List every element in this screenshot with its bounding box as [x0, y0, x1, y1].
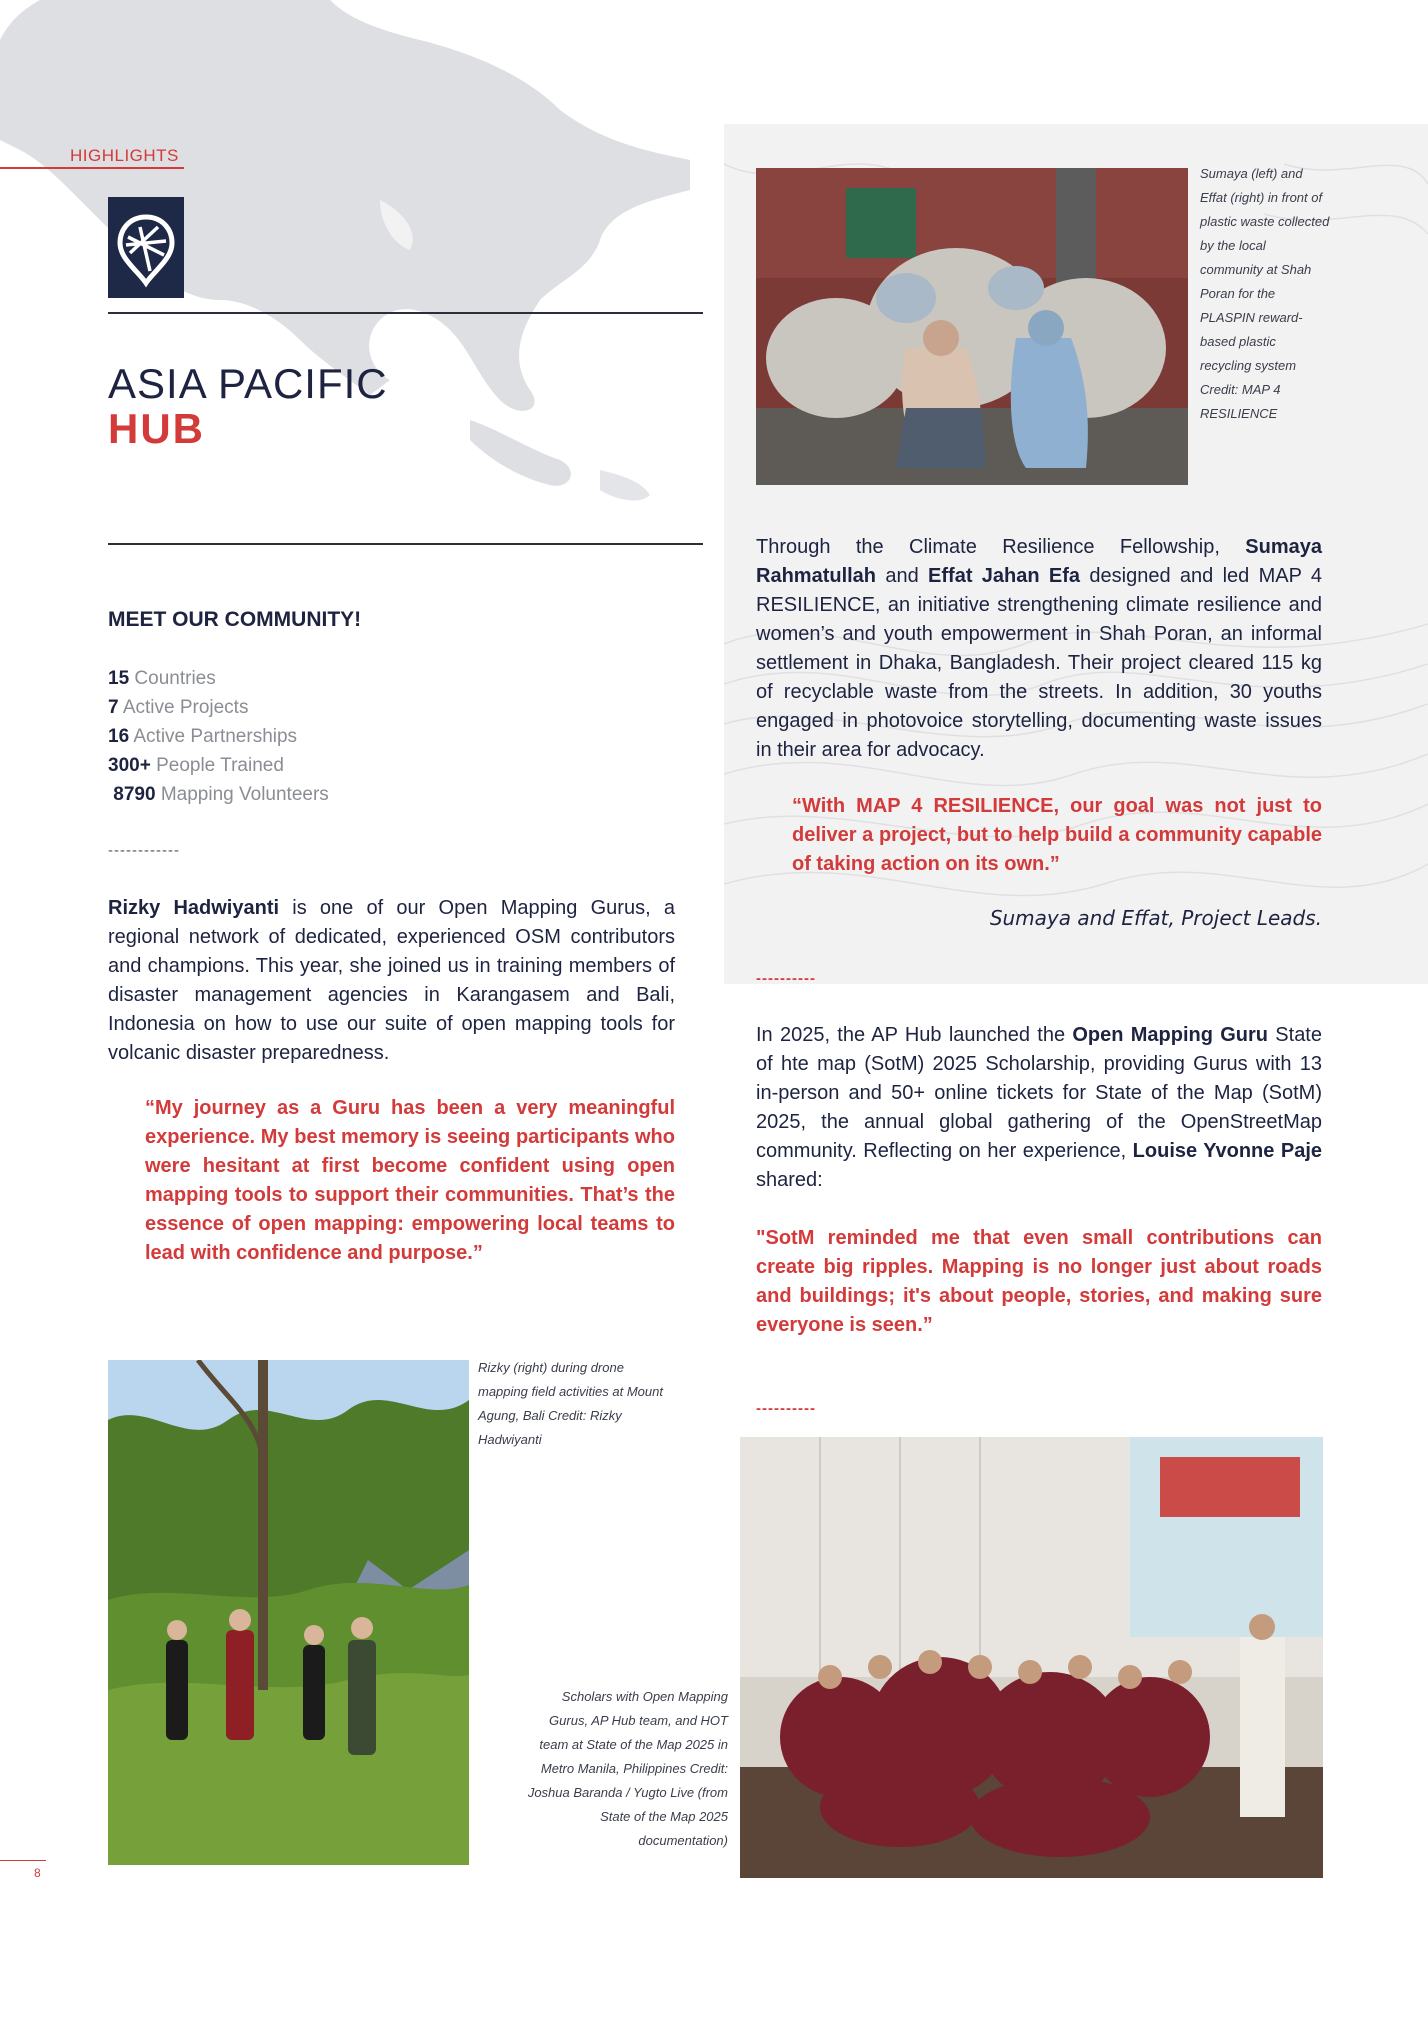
stat-row: 300+ People Trained — [108, 755, 284, 776]
drone-field-photo — [108, 1360, 469, 1865]
page-title: ASIA PACIFIC — [108, 360, 388, 407]
waste-photo-caption: Sumaya (left) and Effat (right) in front of plastic waste collected by the local community at Shah Poran for the PLASPIN reward-based plastic recycling system Credit: MAP 4 RESILIENCE — [1200, 166, 1330, 421]
stat-row: 8790 Mapping Volunteers — [113, 784, 329, 805]
quote-attribution: Sumaya and Effat, Project Leads. — [989, 906, 1322, 930]
rizky-quote: “My journey as a Guru has been a very meaningful experience. My best memory is seeing participants who were hesitant at first become confident using open mapping tools to support their communities. That’s the essence of open mapping: empowering local teams to lead with confidence and purpose.” — [145, 1097, 675, 1264]
person-name: Rizky Hadwiyanti — [108, 897, 280, 919]
section-underline — [0, 167, 184, 169]
page-title-accent: HUB — [108, 405, 205, 452]
title-rule-bottom — [108, 543, 703, 545]
stat-row: 7 Active Projects — [108, 697, 249, 718]
person-name: Sumaya Rahmatullah — [756, 536, 1322, 587]
sotm-paragraph: In 2025, the AP Hub launched the Open Mapping Guru State of hte map (SotM) 2025 Scholarship, providing Gurus with 13 in-person and 50+ online tickets for State of the Map (SotM) 2025, the annual global gathering of the OpenStreetMap community. Reflecting on her experience, Louise Yvonne Paje shared: — [756, 1024, 1323, 1191]
sotm-group-photo — [740, 1437, 1323, 1878]
stat-row: 15 Countries — [108, 668, 216, 689]
drone-photo-caption: Rizky (right) during drone mapping field activities at Mount Agung, Bali Credit: Rizky Hadwiyanti — [478, 1360, 663, 1447]
program-name: Open Mapping Guru — [1072, 1024, 1269, 1046]
rizky-paragraph: Rizky Hadwiyanti is one of our Open Mapping Gurus, a regional network of dedicated, experienced OSM contributors and champions. This year, she joined us in training members of disaster management agencies in Karangasem and Bali, Indonesia on how to use our suite of open mapping tools for volcanic disaster preparedness. — [108, 897, 675, 1064]
section-label: HIGHLIGHTS — [70, 146, 179, 165]
climate-paragraph: Through the Climate Resilience Fellowship, Sumaya Rahmatullah and Effat Jahan Efa designed and led MAP 4 RESILIENCE, an initiative strengthening climate resilience and women’s and youth empowerment in Shah Poran, an informal settlement in Dhaka, Bangladesh. Their project cleared 115 kg of recyclable waste from the streets. In addition, 30 youths engaged in photovoice storytelling, documenting waste issues in their area for advocacy. — [756, 536, 1323, 761]
stat-row: 16 Active Partnerships — [108, 726, 298, 747]
sotm-quote: "SotM reminded me that even small contributions can create big ripples. Mapping is no longer just about roads and buildings; it's about people, stories, and making sure everyone is seen.” — [756, 1227, 1322, 1336]
divider: ------------ — [108, 842, 180, 859]
divider: ---------- — [756, 970, 816, 987]
person-name: Louise Yvonne Paje — [1132, 1140, 1323, 1162]
person-name: Effat Jahan Efa — [928, 565, 1081, 587]
title-rule-top — [108, 312, 703, 314]
sotm-photo-caption: Scholars with Open Mapping Gurus, AP Hub team, and HOT team at State of the Map 2025 in Metro Manila, Philippines Credit: Joshua Baranda / Yugto Live (from State of the Map 2025 documentation) — [527, 1689, 728, 1848]
hot-logo — [108, 197, 184, 298]
divider: ---------- — [756, 1400, 816, 1417]
page-number-rule — [0, 1860, 46, 1861]
map-pin-icon — [108, 197, 184, 298]
page-number: 8 — [34, 1866, 41, 1880]
community-heading: MEET OUR COMMUNITY! — [108, 608, 362, 631]
sumaya-quote: “With MAP 4 RESILIENCE, our goal was not just to deliver a project, but to help build a community capable of taking action on its own.” — [792, 795, 1322, 875]
community-stats — [108, 664, 329, 809]
waste-collection-photo — [756, 168, 1188, 485]
